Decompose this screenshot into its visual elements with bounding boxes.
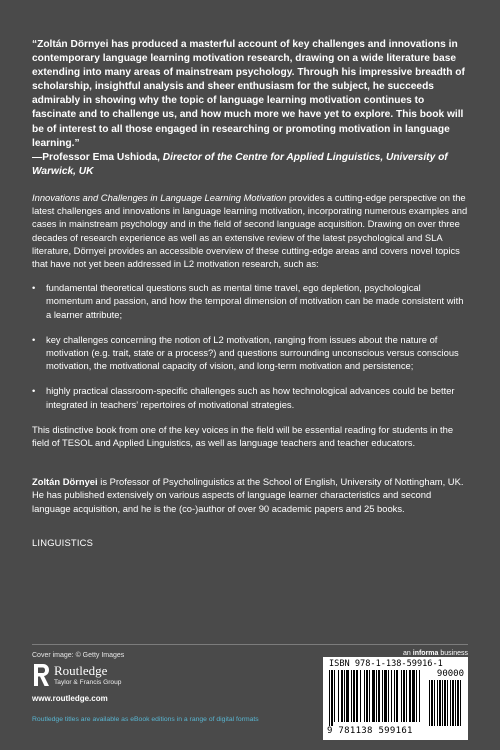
description-text: provides a cutting-edge perspective on the latest challenges and innovations in language learning motivation, incorporating numerous examples and cases in mainstream psychology and in the field of second language acquisition. Drawing on over three decades of research experience as well as an extensive review of the latest psychological and SLA literature, Dörnyei provides an accessible overview of these cutting-edge areas and covers novel topics that have not yet been addressed in L2 motivation research, such as:: [32, 191, 468, 269]
publisher-name: Routledge: [54, 663, 108, 678]
book-title: Innovations and Challenges in Language Learning Motivation: [32, 191, 287, 203]
bullet-icon: •: [32, 282, 36, 294]
routledge-logo-icon: [32, 663, 50, 687]
list-item: [32, 333, 468, 373]
price-code: 90000: [436, 669, 464, 679]
barcode-bar: [396, 670, 398, 722]
barcode-addon-bar: [450, 680, 451, 726]
barcode-bar: [388, 670, 389, 722]
barcode-bar: [394, 670, 395, 722]
list-item: [32, 281, 468, 321]
barcode-bar: [360, 670, 361, 722]
bullet-icon: •: [32, 385, 36, 397]
list-item-text: key challenges concerning the notion of L2 motivation, ranging from issues about the nature of motivation (e.g. trait, state or a process?) and questions surrounding unconscious versus conscious motivation, the motivational capacity of vision, and long-term motivation and persistence;: [46, 333, 459, 372]
topic-list: [32, 281, 468, 411]
list-item: [32, 384, 468, 410]
barcode-bar: [329, 670, 330, 726]
closing-paragraph: This distinctive book from one of the key voices in the field will be essential reading for students in the field of TESOL and Applied Linguistics, as well as language teachers and teacher educators.: [32, 423, 454, 448]
barcode-bar: [351, 670, 352, 722]
barcode-addon-bar: [452, 680, 454, 726]
barcode-addon-bar: [439, 680, 441, 726]
publisher-website: www.routledge.com: [32, 694, 108, 703]
barcode-addon-bar: [447, 680, 448, 726]
barcode-bar: [409, 670, 411, 722]
endorsement-quote: “Zoltán Dörnyei has produced a masterful account of key challenges and innovations in contemporary language learning motivation research, drawing on a wide literature base extending into many areas of mainstream psychology. Through his impressive breadth of scholarship, insightful analysis and sheer enthusiasm for the subject, he succeeds admirably in showing why the topic of language learning motivation continues to fascinate and to challenge us, and how much more we have yet to explore. This book will be of interest to all those engaged in researching or promoting motivation in language learning.”: [32, 39, 465, 149]
barcode-bar: [346, 670, 349, 722]
barcode-bar: [416, 670, 417, 722]
barcode-bar: [356, 670, 358, 722]
barcode-addon-bar: [444, 680, 446, 726]
informa-brand: informa: [412, 650, 439, 657]
barcode-bar: [372, 670, 375, 722]
barcode-addon-bar: [431, 680, 433, 726]
barcode-bar: [412, 670, 415, 722]
cover-image-credit: Cover image: © Getty Images: [32, 652, 125, 659]
barcode-bar: [366, 670, 368, 722]
barcode-addon-bar: [457, 680, 459, 726]
barcode-addon-bar: [437, 680, 438, 726]
author-bio: [32, 475, 468, 515]
book-description: [32, 191, 468, 270]
list-item-text: highly practical classroom-specific challenges such as how technological advances could be better integrated in teachers’ repertoires of motivational strategies.: [46, 385, 455, 410]
bullet-icon: •: [32, 333, 36, 345]
isbn-label: ISBN 978-1-138-59916-1: [329, 659, 443, 669]
barcode-addon-bar: [460, 680, 461, 726]
barcode-bar: [338, 670, 339, 722]
barcode-graphic: [327, 670, 464, 726]
barcode-bar: [391, 670, 392, 722]
barcode-bar: [401, 670, 402, 722]
barcode-addon-bar: [434, 680, 435, 726]
endorsement-attribution: [32, 151, 468, 179]
author-name: Zoltán Dörnyei: [32, 476, 98, 488]
barcode-addon-bar: [429, 680, 430, 726]
barcode-bar: [376, 670, 377, 722]
barcode-addon-bar: [442, 680, 443, 726]
barcode-bar: [378, 670, 380, 722]
barcode-bar: [334, 670, 335, 722]
ebook-note: Routledge titles are available as eBook editions in a range of digital formats: [32, 716, 259, 723]
barcode-bar: [344, 670, 345, 722]
subject-category: LINGUISTICS: [32, 536, 94, 548]
barcode-bar: [384, 670, 387, 722]
barcode-bar: [364, 670, 365, 722]
barcode-bar: [331, 670, 333, 726]
isbn-barcode-box: [323, 657, 468, 740]
informa-tagline: an informa business: [403, 650, 468, 657]
back-cover-content: [32, 38, 468, 548]
barcode-bar: [403, 670, 405, 722]
barcode-bar: [382, 670, 383, 722]
barcode-bar: [353, 670, 355, 722]
barcode-bar: [419, 670, 420, 722]
list-item-text: fundamental theoretical questions such as mental time travel, ego depletion, psychological momentum and passion, and how the temporal dimension of motivation can be made consistent with a learner attribute;: [46, 282, 464, 320]
author-bio-text: is Professor of Psycholinguistics at the School of English, University of Nottingham, UK. He has published extensively on various aspects of language learner characteristics and second language acquisition, and he is the (co-)author of over 90 academic papers and 25 books.: [32, 476, 464, 514]
barcode-bar: [369, 670, 370, 722]
endorser-name: —Professor Ema Ushioda,: [32, 151, 163, 163]
barcode-digits: 9 781138 599161: [327, 726, 413, 736]
barcode-bar: [341, 670, 343, 722]
barcode-bar: [406, 670, 407, 722]
publisher-group: Taylor & Francis Group: [54, 679, 122, 686]
endorser-role: Director of the Centre for Applied Linguistics, University of Warwick, UK: [32, 151, 448, 177]
footer-divider: [32, 644, 468, 645]
barcode-addon-bar: [455, 680, 456, 726]
